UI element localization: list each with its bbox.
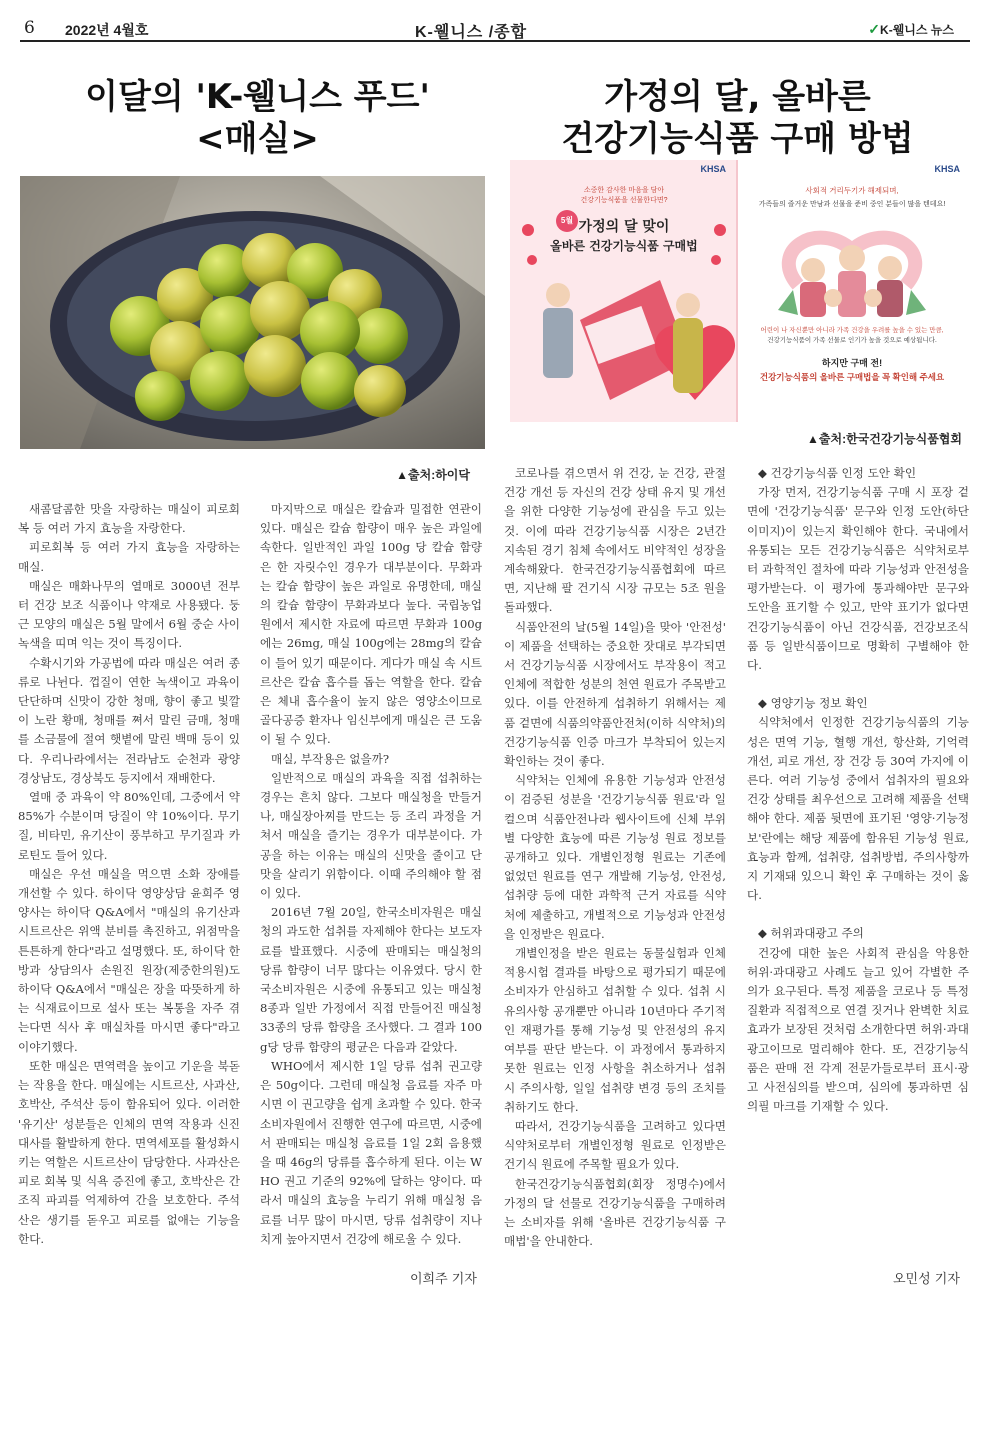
poster-panel2-bottom — [738, 356, 966, 384]
paragraph: WHO에서 제시한 1일 당류 섭취 권고량은 50g이다. 그런데 매실청 음료를 자주 마시면 이 권고량을 쉽게 초과할 수 있다. 한국소비자원에서 진행한 연구에 따르면, 시중에서 판매되는 매실청 음료를 1일 2회 음용했을 때 46g의 당류를 흡수하게 된다. 이는 WHO 권고 기준의 92%에 달하는 양이다. 따라서 매실의 효능을 누리기 위해 매실청 음료를 너무 많이 마시면, 당류 섭취량이 지나치게 높아지면서 건강에 해로울 수 있다. — [260, 1058, 482, 1246]
right-photo-source: ▲출처:한국건강기능식품협회 — [807, 432, 962, 446]
paragraph: 개별인정을 받은 원료는 동물실험과 인체적용시험 결과를 바탕으로 평가되기 때문에 소비자가 안심하고 섭취할 수 있다. 섭취 시 유의사항 공개뿐만 아니라 10년마다 주기적인 재평가를 통해 기능성 및 안전성의 유지 여부를 판단 받는다. 이 과정에서 통과하지 못한 원료는 인정 사항을 취소하거나 섭취 시 주의사항, 일일 섭취량 변경 등의 조치를 취하기도 한다. — [504, 946, 726, 1114]
paragraph: 피로회복 등 여러 가지 효능을 자랑하는 매실. — [18, 540, 240, 574]
paragraph: 2016년 7월 20일, 한국소비자원은 매실청의 과도한 섭취를 자제해야 한다는 보도자료를 발표했다. 시중에 판매되는 매실청의 당류 함량이 너무 많다는 이유였다. 당시 한국소비자원은 시중에 유통되고 있는 매실청 8종과 일반 가정에서 직접 만들어진 매실청 33종의 당류 함량을 조사했다. 그 결과 100g당 당류 함량의 평균은 다음과 같았다. — [260, 905, 482, 1054]
section-heading: ◆ 건강기능식품 인정 도안 확인 — [758, 466, 917, 480]
left-photo-source: ▲출처:하이닥 — [396, 468, 470, 482]
poster-headline-line2: 올바른 건강기능식품 구매법 — [550, 239, 698, 253]
poster-image — [510, 160, 966, 422]
plum-photo — [20, 176, 485, 449]
poster-panel2-mid — [738, 326, 966, 346]
newspaper-logo: ✓K-웰니스 뉴스 — [868, 21, 954, 37]
left-column-1 — [18, 500, 240, 1249]
poster-panel2-line2: 가족들의 즐거운 만남과 선물을 준비 중인 분들이 많을 텐데요! — [758, 201, 946, 208]
section-title: K-웰니스 /종합 — [415, 24, 528, 41]
page-number: 6 — [24, 18, 35, 38]
paragraph: 한국건강기능식품협회(회장 정명수)에서 가정의 달 선물로 건강기능식품을 구매하려는 소비자를 위해 '올바른 건강기능식품 구매법'을 안내한다. — [504, 1176, 726, 1249]
left-title-line2: <매실> — [196, 119, 319, 159]
poster-panel2-mid2: 건강기능식품이 가족 선물로 인기가 높을 것으로 예상됩니다. — [767, 337, 937, 344]
paragraph: 건강에 대한 높은 사회적 관심을 악용한 허위·과대광고 사례도 늘고 있어 각별한 주의가 요구된다. 특정 제품을 코로나 등 특정 질환과 직접적으로 연결 짓거나 완벽한 치료 효과가 보장된 것처럼 소개한다면 허위·과대광고이므로 멀리해야 한다. 또, 건강기능식품은 판매 전 각계 전문가들로부터 표시·광고 사전심의를 받으며, 심의에 통과하면 심의필 마크를 기재할 수 있다. — [747, 945, 969, 1114]
paragraph: 또한 매실은 면역력을 높이고 기운을 북돋는 작용을 한다. 매실에는 시트르산, 사과산, 호박산, 주석산 등이 함유되어 있다. 이러한 '유기산' 성분들은 인체의 면역 작용과 신진대사를 활발하게 한다. 면역세포를 활성화시키는 역할은 시트르산이 담당한다. 사과산은 피로 회복 및 식욕 증진에 좋고, 호박산은 간 조직 파괴를 억제하여 간을 보호한다. 주석산은 생기를 돋우고 피로를 없애는 기능을 한다. — [18, 1058, 240, 1246]
paragraph: 식약처는 인체에 유용한 기능성과 안전성이 검증된 성분을 '건강기능식품 원료'라 일컬으며 식품안전나라 웹사이트에 신체 부위별 다양한 효능에 따른 기능성 원료 정보를 공개하고 있다. 개별인정형 원료는 기존에 없었던 원료를 연구 개발해 기능성, 안전성, 섭취량 등에 대한 과학적 근거 자료를 식약처에 제출하고, 개별적으로 기능성과 안전성을 인정받은 원료다. — [504, 773, 726, 941]
right-byline: 오민성 기자 — [893, 1272, 960, 1287]
paragraph: 식약처에서 인정한 건강기능식품의 기능성은 면역 기능, 혈행 개선, 항산화, 기억력 개선, 피로 개선, 장 건강 등 30여 가지에 이른다. 여러 기능성 중에서 섭취자의 필요와 건강 상태를 최우선으로 고려해 제품을 선택해야 한다. 제품 뒷면에 표기된 '영양·기능정보'란에는 해당 제품에 함유된 기능성 원료, 효능과 함께, 섭취량, 섭취방법, 주의사항까지 기재돼 있으니 확인 후 구매하는 것이 옳다. — [747, 715, 969, 903]
right-title-line2: 건강기능식품 구매 방법 — [561, 119, 914, 159]
poster-panel2-bottom1: 하지만 구매 전! — [821, 358, 883, 368]
paragraph: 마지막으로 매실은 칼슘과 밀접한 연관이 있다. 매실은 칼슘 함량이 매우 높은 과일에 속한다. 일반적인 과일 100g 당 칼슘 함량은 한 자릿수인 경우가 대부분이다. 무화과는 칼슘 함량이 높은 과일로 유명한데, 매실의 칼슘 함량이 무화과보다 높다. 국립농업원에서 제시한 자료에 따르면 무화과 100g에는 26mg, 매실 100g에는 28mg의 칼슘이 들어 있기 때문이다. 게다가 매실 속 시트르산은 칼슘 흡수를 돕는 역할을 한다. 칼슘은 체내 흡수율이 높지 않은 영양소이므로 골다공증 환자나 임신부에게 매실은 큰 도움이 될 수 있다. — [260, 502, 482, 747]
poster-headline-line1: 가정의 달 맞이 — [578, 219, 670, 235]
right-column-1 — [504, 464, 726, 1251]
logo-text: K-웰니스 뉴스 — [880, 23, 954, 37]
poster-panel2-bottom2: 건강기능식품의 올바른 구매법을 꼭 확인해 주세요 — [759, 372, 945, 382]
khsa-logo: KHSA — [700, 164, 726, 174]
poster-panel-1 — [510, 160, 738, 422]
paragraph: 열매 중 과육이 약 80%인데, 그중에서 약 85%가 수분이며 당질이 약 10%이다. 무기질, 비타민, 유기산이 풍부하고 무기질과 카로틴도 들어 있다. — [18, 790, 240, 862]
poster-intro-line2: 건강기능식품을 선물한다면? — [580, 197, 668, 204]
page-header — [20, 16, 970, 42]
left-article-title — [20, 76, 495, 160]
carnation-illustration — [510, 160, 738, 422]
plum-bowl-illustration — [20, 176, 485, 449]
paragraph: 매실은 우선 매실을 먹으면 소화 장애를 개선할 수 있다. 하이닥 영양상담 윤희주 영양사는 하이닥 Q&A에서 "매실의 유기산과 시트르산은 위액 분비를 촉진하고, 위점막을 튼튼하게 한다"라고 설명했다. 또, 하이닥 한방과 상담의사 손원진 원장(제중한의원)도 하이닥 Q&A에서 "매실은 장을 따뜻하게 하는 식재료이므로 설사 또는 복통을 자주 겪는다면 식사 후 매실차를 마시면 좋다"라고 이야기했다. — [18, 866, 240, 1054]
section-heading: ◆ 허위과대광고 주의 — [758, 926, 864, 941]
left-title-line1: 이달의 'K-웰니스 푸드' — [85, 77, 430, 117]
right-column-2 — [747, 464, 969, 1117]
issue-date: 2022년 4월호 — [65, 22, 149, 38]
left-byline: 이희주 기자 — [410, 1272, 477, 1287]
right-title-line1: 가정의 달, 올바른 — [604, 77, 871, 117]
paragraph: 가장 먼저, 건강기능식품 구매 시 포장 겉면에 '건강기능식품' 문구와 인정 도안(하단 이미지)이 있는지 확인해야 한다. 국내에서 유통되는 모든 건강기능식품은 식약처로부터 과학적인 절차에 따라 기능성과 안전성을 평가받는다. 이 평가에 통과해야만 문구와 도안을 표기할 수 있고, 만약 표기가 없다면 건강기능식품이 아닌 건강식품, 건강보조식품 등 일반식품이므로 명확히 구별해야 한다. — [747, 485, 969, 673]
poster-panel2-mid1: 어린이 나 자신뿐만 아니라 가족 건강을 우려를 높을 수 있는 만큼, — [760, 327, 944, 334]
left-column-2 — [260, 500, 482, 1249]
poster-panel2-line1: 사회적 거리두기가 해제되며, — [805, 186, 899, 195]
subheading: 매실, 부작용은 없을까? — [271, 751, 390, 766]
paragraph: 수확시기와 가공법에 따라 매실은 여러 종류로 나뉜다. 껍질이 연한 녹색이고 과육이 단단하며 신맛이 강한 청매, 향이 좋고 빛깔이 노란 황매, 청매를 쪄서 말린 금매, 청매를 소금물에 절여 햇볕에 말린 백매 등이 있다. 우리나라에서는 전라남도 순천과 광양 경상남도, 경상북도 등지에서 재배한다. — [18, 655, 240, 785]
poster-panel-2 — [738, 160, 966, 422]
paragraph: 새콤달콤한 맛을 자랑하는 매실이 피로회복 등 여러 가지 효능을 자랑한다. — [18, 502, 240, 536]
paragraph: 따라서, 건강기능식품을 고려하고 있다면 식약처로부터 개별인정형 원료로 인정받은 건기식 원료에 주목할 필요가 있다. — [504, 1118, 726, 1172]
paragraph: 코로나를 겪으면서 위 건강, 눈 건강, 관절 건강 개선 등 자신의 건강 상태 유지 및 개선을 위한 다양한 기능성에 관심을 두고 있는 것. 이에 따라 건강기능식품 시장은 2년간 지속된 경기 침체 속에서도 비약적인 성장을 계속해왔다. 한국건강기능식품협회에 따르면, 지난해 팔 건기식 시장 규모는 5조 원을 돌파했다. — [504, 466, 726, 615]
paragraph: 일반적으로 매실의 과육을 직접 섭취하는 경우는 흔치 않다. 그보다 매실청을 만들거나, 매실장아찌를 만드는 등 조리 과정을 거쳐서 매실을 즐기는 경우가 대부분이다. 가공을 하는 이유는 매실의 신맛을 줄이고 단맛을 살리기 위함이다. 이때 주의해야 할 점이 있다. — [260, 770, 482, 901]
paragraph: 식품안전의 날(5월 14일)을 맞아 '안전성' 이 제품을 선택하는 중요한 잣대로 부각되면서 건강기능식품 시장에서도 부작용이 적고 인체에 적합한 성분의 천연 원료가 주목받고 있다. 이를 안전하게 섭취하기 위해서는 제품 겉면에 식품의약품안전처(이하 식약처)의 건강기능식품 인증 마크가 부착되어 있는지 확인하는 것이 좋다. — [504, 619, 726, 769]
paragraph: 매실은 매화나무의 열매로 3000년 전부터 건강 보조 식품이나 약재로 사용됐다. 둥근 모양의 매실은 5월 말에서 6월 중순 사이 녹색을 띠며 익는 것이 특징이다. — [18, 578, 240, 651]
may-badge: 5월 — [556, 210, 578, 232]
section-heading: ◆ 영양기능 정보 확인 — [758, 696, 868, 711]
right-article-title — [505, 76, 970, 160]
khsa-logo-2: KHSA — [934, 164, 960, 174]
poster-intro-line1: 소중한 감사한 마음을 담아 — [583, 187, 665, 194]
